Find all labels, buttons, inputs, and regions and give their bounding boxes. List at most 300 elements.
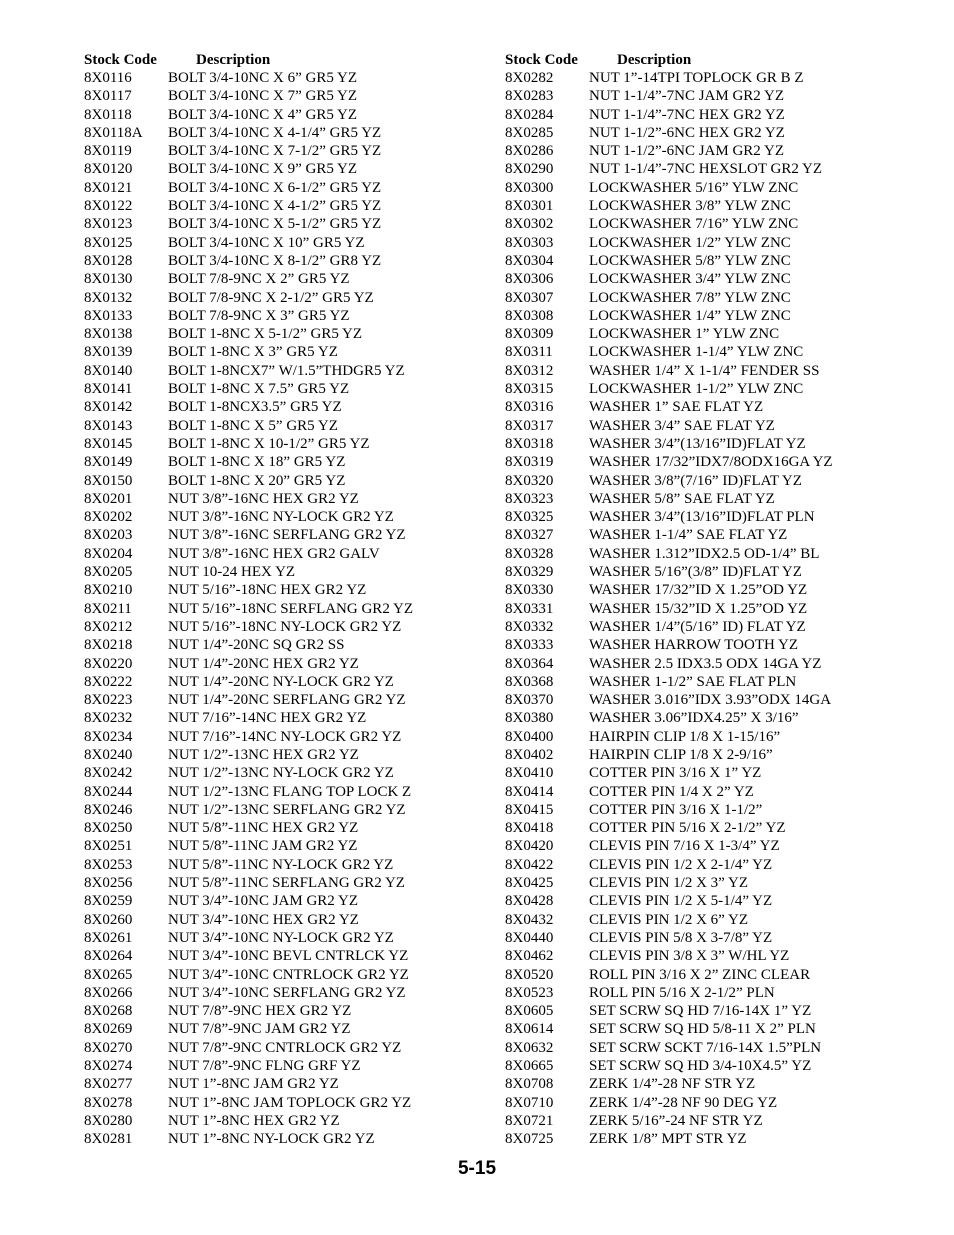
list-item (505, 1020, 945, 1038)
item-description: WASHER 5/8” SAE FLAT YZ (589, 490, 775, 507)
stock-code: 8X0320 (505, 472, 554, 489)
stock-code: 8X0317 (505, 417, 554, 434)
list-item (84, 966, 484, 984)
list-item (505, 160, 945, 178)
item-description: NUT 3/8”-16NC HEX GR2 GALV (168, 545, 380, 562)
list-item (84, 417, 484, 435)
stock-code: 8X0318 (505, 435, 554, 452)
stock-code: 8X0251 (84, 838, 133, 855)
stock-code: 8X0325 (505, 509, 554, 526)
stock-code: 8X0309 (505, 326, 554, 343)
item-description: NUT 1”-8NC JAM TOPLOCK GR2 YZ (168, 1094, 412, 1111)
list-item (505, 1075, 945, 1093)
list-item (505, 124, 945, 142)
item-description: CLEVIS PIN 1/2 X 5-1/4” YZ (589, 893, 773, 910)
item-description: NUT 1/4”-20NC NY-LOCK GR2 YZ (168, 673, 394, 690)
stock-code: 8X0118A (84, 124, 143, 141)
list-item (505, 837, 945, 855)
stock-code: 8X0132 (84, 289, 133, 306)
item-description: BOLT 3/4-10NC X 7” GR5 YZ (168, 88, 358, 105)
stock-code: 8X0212 (84, 618, 133, 635)
stock-code: 8X0278 (84, 1094, 133, 1111)
item-description: NUT 5/8”-11NC HEX GR2 YZ (168, 820, 359, 837)
list-item (84, 325, 484, 343)
stock-code: 8X0203 (84, 527, 133, 544)
list-item (505, 984, 945, 1002)
left-column (84, 52, 484, 1149)
list-item (84, 398, 484, 416)
list-item (84, 453, 484, 471)
list-item (84, 1130, 484, 1148)
item-description: NUT 5/16”-18NC HEX GR2 YZ (168, 582, 367, 599)
list-item (84, 179, 484, 197)
item-description: CLEVIS PIN 3/8 X 3” W/HL YZ (589, 948, 790, 965)
list-item (84, 801, 484, 819)
list-item (84, 746, 484, 764)
item-description: WASHER 1/4” X 1-1/4” FENDER SS (589, 362, 820, 379)
stock-code: 8X0201 (84, 490, 133, 507)
list-item (505, 636, 945, 654)
item-description: NUT 3/8”-16NC SERFLANG GR2 YZ (168, 527, 406, 544)
list-item (84, 581, 484, 599)
list-item (84, 87, 484, 105)
list-item (505, 728, 945, 746)
item-description: NUT 7/8”-9NC HEX GR2 YZ (168, 1003, 352, 1020)
item-description: LOCKWASHER 3/8” YLW ZNC (589, 198, 791, 215)
stock-code: 8X0632 (505, 1039, 554, 1056)
stock-code: 8X0308 (505, 307, 554, 324)
list-item (505, 746, 945, 764)
stock-code: 8X0301 (505, 198, 554, 215)
stock-code: 8X0265 (84, 966, 133, 983)
left-parts-list (84, 69, 484, 1149)
stock-code: 8X0234 (84, 728, 133, 745)
stock-code: 8X0286 (505, 143, 554, 160)
stock-code: 8X0274 (84, 1058, 133, 1075)
item-description: NUT 10-24 HEX YZ (168, 564, 296, 581)
stock-code: 8X0260 (84, 911, 133, 928)
list-item (505, 234, 945, 252)
list-item (505, 691, 945, 709)
item-description: BOLT 1-8NCX3.5” GR5 YZ (168, 399, 342, 416)
item-description: WASHER 3/4”(13/16”ID)FLAT YZ (589, 435, 806, 452)
item-description: COTTER PIN 1/4 X 2” YZ (589, 783, 754, 800)
item-description: COTTER PIN 5/16 X 2-1/2” YZ (589, 820, 786, 837)
stock-code: 8X0223 (84, 692, 133, 709)
item-description: BOLT 7/8-9NC X 3” GR5 YZ (168, 307, 350, 324)
stock-code: 8X0415 (505, 801, 554, 818)
item-description: BOLT 7/8-9NC X 2-1/2” GR5 YZ (168, 289, 374, 306)
stock-code: 8X0280 (84, 1112, 133, 1129)
stock-code: 8X0400 (505, 728, 554, 745)
item-description: NUT 1”-8NC NY-LOCK GR2 YZ (168, 1131, 375, 1148)
item-description: NUT 1”-14TPI TOPLOCK GR B Z (589, 70, 804, 86)
list-item (505, 307, 945, 325)
list-item (84, 929, 484, 947)
item-description: NUT 1-1/4”-7NC HEXSLOT GR2 YZ (589, 161, 823, 178)
list-item (505, 362, 945, 380)
list-item (505, 801, 945, 819)
item-description: NUT 3/4”-10NC JAM GR2 YZ (168, 893, 358, 910)
stock-code: 8X0122 (84, 198, 133, 215)
list-item (84, 215, 484, 233)
list-item (84, 106, 484, 124)
item-description: ZERK 5/16”-24 NF STR YZ (589, 1112, 763, 1129)
item-description: WASHER 3/4”(13/16”ID)FLAT PLN (589, 509, 815, 526)
stock-code: 8X0420 (505, 838, 554, 855)
stock-code: 8X0250 (84, 820, 133, 837)
list-item (505, 526, 945, 544)
stock-code: 8X0253 (84, 856, 133, 873)
stock-code: 8X0204 (84, 545, 133, 562)
stock-code: 8X0143 (84, 417, 133, 434)
list-item (505, 142, 945, 160)
list-item (505, 929, 945, 947)
item-description: BOLT 1-8NC X 10-1/2” GR5 YZ (168, 435, 370, 452)
list-item (84, 472, 484, 490)
item-description: NUT 3/4”-10NC BEVL CNTRLCK YZ (168, 948, 409, 965)
stock-code: 8X0141 (84, 381, 133, 398)
list-item (84, 197, 484, 215)
item-description: BOLT 3/4-10NC X 9” GR5 YZ (168, 161, 358, 178)
stock-code: 8X0319 (505, 454, 554, 471)
list-item (84, 728, 484, 746)
stock-code: 8X0380 (505, 710, 554, 727)
list-item (505, 874, 945, 892)
item-description: WASHER 1-1/2” SAE FLAT PLN (589, 673, 797, 690)
stock-code: 8X0123 (84, 216, 133, 233)
list-item (84, 563, 484, 581)
stock-code: 8X0725 (505, 1131, 554, 1148)
list-item (505, 563, 945, 581)
item-description: WASHER 17/32”IDX7/8ODX16GA YZ (589, 454, 833, 471)
stock-code: 8X0119 (84, 143, 132, 160)
list-item (505, 472, 945, 490)
item-description: BOLT 1-8NC X 18” GR5 YZ (168, 454, 346, 471)
stock-code: 8X0116 (84, 70, 132, 86)
stock-code: 8X0710 (505, 1094, 554, 1111)
item-description: NUT 1/2”-13NC NY-LOCK GR2 YZ (168, 765, 394, 782)
list-item (505, 289, 945, 307)
item-description: NUT 1-1/2”-6NC HEX GR2 YZ (589, 124, 785, 141)
stock-code: 8X0222 (84, 673, 133, 690)
item-description: NUT 5/8”-11NC JAM GR2 YZ (168, 838, 358, 855)
stock-code: 8X0264 (84, 948, 133, 965)
list-item (84, 508, 484, 526)
stock-code: 8X0370 (505, 692, 554, 709)
item-description: WASHER 1-1/4” SAE FLAT YZ (589, 527, 788, 544)
list-item (505, 709, 945, 727)
stock-code: 8X0315 (505, 381, 554, 398)
item-description: NUT 3/4”-10NC HEX GR2 YZ (168, 911, 359, 928)
stock-code: 8X0285 (505, 124, 554, 141)
stock-code: 8X0150 (84, 472, 133, 489)
list-item (505, 545, 945, 563)
list-item (84, 1057, 484, 1075)
list-item (84, 1002, 484, 1020)
stock-code: 8X0665 (505, 1058, 554, 1075)
list-item (505, 197, 945, 215)
item-description: LOCKWASHER 5/16” YLW ZNC (589, 179, 799, 196)
list-item (505, 819, 945, 837)
list-item (505, 325, 945, 343)
stock-code: 8X0303 (505, 234, 554, 251)
stock-code: 8X0202 (84, 509, 133, 526)
item-description: WASHER 3/8”(7/16” ID)FLAT YZ (589, 472, 802, 489)
stock-code: 8X0306 (505, 271, 554, 288)
item-description: NUT 3/4”-10NC NY-LOCK GR2 YZ (168, 929, 394, 946)
list-item (84, 362, 484, 380)
list-item (84, 856, 484, 874)
list-item (505, 911, 945, 929)
stock-code: 8X0307 (505, 289, 554, 306)
stock-code: 8X0130 (84, 271, 133, 288)
stock-code: 8X0205 (84, 564, 133, 581)
list-item (505, 1130, 945, 1148)
stock-code: 8X0332 (505, 618, 554, 635)
item-description: NUT 7/16”-14NC HEX GR2 YZ (168, 710, 367, 727)
list-item (505, 966, 945, 984)
stock-code: 8X0440 (505, 929, 554, 946)
list-item (84, 380, 484, 398)
item-description: LOCKWASHER 5/8” YLW ZNC (589, 252, 791, 269)
item-description: ROLL PIN 5/16 X 2-1/2” PLN (589, 984, 775, 1001)
item-description: NUT 7/8”-9NC CNTRLOCK GR2 YZ (168, 1039, 402, 1056)
item-description: WASHER HARROW TOOTH YZ (589, 637, 799, 654)
item-description: BOLT 3/4-10NC X 6-1/2” GR5 YZ (168, 179, 382, 196)
list-item (505, 1002, 945, 1020)
stock-code: 8X0149 (84, 454, 133, 471)
item-description: NUT 1/2”-13NC FLANG TOP LOCK Z (168, 783, 412, 800)
item-description: NUT 1/4”-20NC SQ GR2 SS (168, 637, 345, 654)
stock-code: 8X0242 (84, 765, 133, 782)
stock-code: 8X0281 (84, 1131, 133, 1148)
list-item (505, 1112, 945, 1130)
item-description: WASHER 2.5 IDX3.5 ODX 14GA YZ (589, 655, 822, 672)
item-description: NUT 1/2”-13NC SERFLANG GR2 YZ (168, 801, 406, 818)
item-description: LOCKWASHER 1/2” YLW ZNC (589, 234, 791, 251)
item-description: ZERK 1/8” MPT STR YZ (589, 1131, 747, 1148)
item-description: CLEVIS PIN 1/2 X 3” YZ (589, 875, 749, 892)
list-item (84, 783, 484, 801)
stock-code: 8X0117 (84, 88, 132, 105)
stock-code: 8X0300 (505, 179, 554, 196)
list-item (84, 124, 484, 142)
item-description: NUT 3/4”-10NC SERFLANG GR2 YZ (168, 984, 406, 1001)
item-description: NUT 1/4”-20NC HEX GR2 YZ (168, 655, 359, 672)
item-description: WASHER 3.016”IDX 3.93”ODX 14GA (589, 692, 832, 709)
list-item (84, 1112, 484, 1130)
item-description: WASHER 15/32”ID X 1.25”OD YZ (589, 600, 808, 617)
stock-code: 8X0210 (84, 582, 133, 599)
stock-code: 8X0269 (84, 1021, 133, 1038)
stock-code-header: Stock Code (505, 52, 578, 68)
stock-code: 8X0211 (84, 600, 132, 617)
list-item (84, 289, 484, 307)
item-description: COTTER PIN 3/16 X 1-1/2” (589, 801, 763, 818)
item-description: ROLL PIN 3/16 X 2” ZINC CLEAR (589, 966, 811, 983)
left-header (84, 52, 484, 69)
list-item (505, 417, 945, 435)
item-description: LOCKWASHER 1-1/4” YLW ZNC (589, 344, 804, 361)
item-description: CLEVIS PIN 1/2 X 2-1/4” YZ (589, 856, 773, 873)
item-description: NUT 7/8”-9NC FLNG GRF YZ (168, 1058, 361, 1075)
item-description: BOLT 3/4-10NC X 8-1/2” GR8 YZ (168, 252, 382, 269)
list-item (84, 655, 484, 673)
stock-code: 8X0410 (505, 765, 554, 782)
list-item (84, 764, 484, 782)
stock-code: 8X0282 (505, 70, 554, 86)
list-item (505, 581, 945, 599)
list-item (505, 673, 945, 691)
list-item (505, 435, 945, 453)
item-description: ZERK 1/4”-28 NF STR YZ (589, 1076, 756, 1093)
stock-code: 8X0425 (505, 875, 554, 892)
stock-code: 8X0120 (84, 161, 133, 178)
item-description: WASHER 3.06”IDX4.25” X 3/16” (589, 710, 799, 727)
list-item (84, 307, 484, 325)
stock-code: 8X0330 (505, 582, 554, 599)
item-description: NUT 1/4”-20NC SERFLANG GR2 YZ (168, 692, 406, 709)
item-description: LOCKWASHER 1” YLW ZNC (589, 326, 780, 343)
stock-code: 8X0145 (84, 435, 133, 452)
item-description: HAIRPIN CLIP 1/8 X 1-15/16” (589, 728, 781, 745)
stock-code: 8X0520 (505, 966, 554, 983)
stock-code: 8X0368 (505, 673, 554, 690)
list-item (84, 618, 484, 636)
list-item (505, 453, 945, 471)
list-item (84, 984, 484, 1002)
item-description: NUT 3/4”-10NC CNTRLOCK GR2 YZ (168, 966, 409, 983)
item-description: BOLT 3/4-10NC X 7-1/2” GR5 YZ (168, 143, 382, 160)
item-description: BOLT 3/4-10NC X 4” GR5 YZ (168, 106, 358, 123)
stock-code: 8X0244 (84, 783, 133, 800)
item-description: WASHER 1” SAE FLAT YZ (589, 399, 764, 416)
stock-code: 8X0121 (84, 179, 133, 196)
stock-code: 8X0328 (505, 545, 554, 562)
list-item (84, 691, 484, 709)
item-description: NUT 5/16”-18NC SERFLANG GR2 YZ (168, 600, 414, 617)
item-description: NUT 1/2”-13NC HEX GR2 YZ (168, 746, 359, 763)
list-item (84, 545, 484, 563)
item-description: HAIRPIN CLIP 1/8 X 2-9/16” (589, 746, 773, 763)
list-item (505, 380, 945, 398)
stock-code: 8X0422 (505, 856, 554, 873)
item-description: NUT 3/8”-16NC HEX GR2 YZ (168, 490, 359, 507)
list-item (505, 1039, 945, 1057)
list-item (505, 490, 945, 508)
item-description: NUT 1”-8NC JAM GR2 YZ (168, 1076, 339, 1093)
list-item (505, 1094, 945, 1112)
item-description: CLEVIS PIN 1/2 X 6” YZ (589, 911, 749, 928)
description-header: Description (196, 52, 271, 68)
stock-code: 8X0311 (505, 344, 553, 361)
list-item (84, 1039, 484, 1057)
description-header: Description (617, 52, 692, 68)
list-item (84, 234, 484, 252)
stock-code: 8X0331 (505, 600, 554, 617)
item-description: NUT 3/8”-16NC NY-LOCK GR2 YZ (168, 509, 394, 526)
list-item (505, 106, 945, 124)
list-item (84, 1094, 484, 1112)
stock-code: 8X0128 (84, 252, 133, 269)
list-item (505, 179, 945, 197)
list-item (505, 655, 945, 673)
stock-code: 8X0721 (505, 1112, 554, 1129)
stock-code: 8X0364 (505, 655, 554, 672)
stock-code: 8X0284 (505, 106, 554, 123)
list-item (505, 1057, 945, 1075)
item-description: NUT 5/16”-18NC NY-LOCK GR2 YZ (168, 618, 402, 635)
list-item (505, 398, 945, 416)
item-description: SET SCRW SQ HD 5/8-11 X 2” PLN (589, 1021, 816, 1038)
list-item (84, 252, 484, 270)
item-description: NUT 5/8”-11NC SERFLANG GR2 YZ (168, 875, 405, 892)
item-description: WASHER 1.312”IDX2.5 OD-1/4” BL (589, 545, 820, 562)
stock-code: 8X0256 (84, 875, 133, 892)
list-item (505, 215, 945, 233)
list-item (505, 270, 945, 288)
stock-code: 8X0220 (84, 655, 133, 672)
item-description: WASHER 1/4”(5/16” ID) FLAT YZ (589, 618, 806, 635)
item-description: BOLT 3/4-10NC X 4-1/4” GR5 YZ (168, 124, 382, 141)
item-description: LOCKWASHER 3/4” YLW ZNC (589, 271, 791, 288)
stock-code: 8X0304 (505, 252, 554, 269)
item-description: WASHER 3/4” SAE FLAT YZ (589, 417, 775, 434)
stock-code: 8X0246 (84, 801, 133, 818)
stock-code: 8X0428 (505, 893, 554, 910)
stock-code: 8X0523 (505, 984, 554, 1001)
stock-code: 8X0708 (505, 1076, 554, 1093)
stock-code: 8X0270 (84, 1039, 133, 1056)
list-item (505, 856, 945, 874)
item-description: BOLT 3/4-10NC X 5-1/2” GR5 YZ (168, 216, 382, 233)
stock-code: 8X0133 (84, 307, 133, 324)
stock-code: 8X0323 (505, 490, 554, 507)
list-item (505, 69, 945, 87)
list-item (84, 526, 484, 544)
item-description: NUT 1-1/2”-6NC JAM GR2 YZ (589, 143, 784, 160)
list-item (84, 69, 484, 87)
list-item (84, 270, 484, 288)
item-description: BOLT 1-8NC X 5” GR5 YZ (168, 417, 338, 434)
item-description: BOLT 3/4-10NC X 10” GR5 YZ (168, 234, 365, 251)
right-header (505, 52, 945, 69)
item-description: CLEVIS PIN 5/8 X 3-7/8” YZ (589, 929, 773, 946)
item-description: BOLT 3/4-10NC X 4-1/2” GR5 YZ (168, 198, 382, 215)
stock-code: 8X0316 (505, 399, 554, 416)
stock-code: 8X0138 (84, 326, 133, 343)
list-item (84, 892, 484, 910)
item-description: SET SCRW SQ HD 7/16-14X 1” YZ (589, 1003, 812, 1020)
page-number: 5-15 (457, 1158, 497, 1179)
list-item (84, 435, 484, 453)
list-item (84, 1075, 484, 1093)
item-description: NUT 1-1/4”-7NC HEX GR2 YZ (589, 106, 785, 123)
stock-code: 8X0462 (505, 948, 554, 965)
item-description: ZERK 1/4”-28 NF 90 DEG YZ (589, 1094, 778, 1111)
list-item (505, 947, 945, 965)
item-description: NUT 5/8”-11NC NY-LOCK GR2 YZ (168, 856, 394, 873)
stock-code: 8X0333 (505, 637, 554, 654)
stock-code: 8X0312 (505, 362, 554, 379)
stock-code: 8X0402 (505, 746, 554, 763)
item-description: SET SCRW SQ HD 3/4-10X4.5” YZ (589, 1058, 812, 1075)
stock-code: 8X0329 (505, 564, 554, 581)
list-item (84, 874, 484, 892)
stock-code: 8X0418 (505, 820, 554, 837)
item-description: NUT 1”-8NC HEX GR2 YZ (168, 1112, 340, 1129)
